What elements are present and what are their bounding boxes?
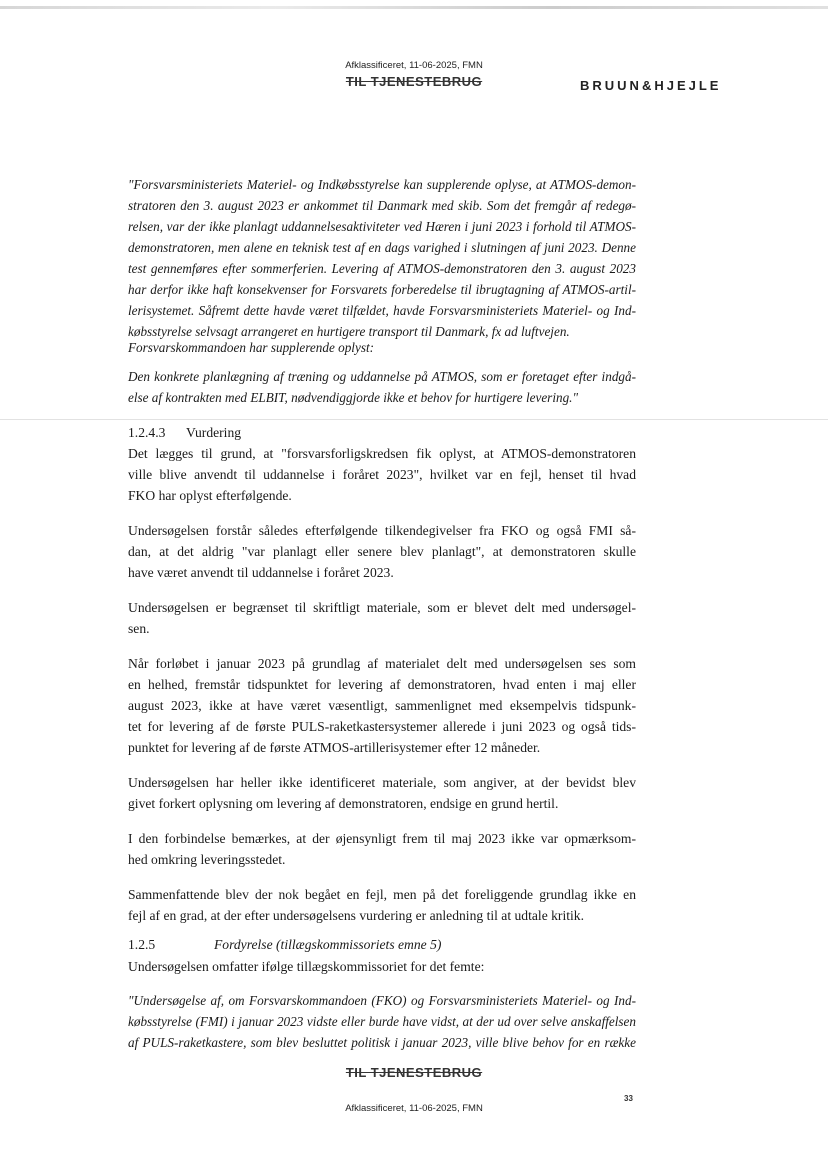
paragraph [128,956,636,977]
text-line: test gennemføres efter sommerferien. Levering af ATMOS-demonstratoren den 3. august 2023 [128,261,636,276]
footer-declassified-stamp: Afklassificeret, 11-06-2025, FMN [345,1103,483,1114]
text-line: FKO har oplyst efterfølgende. [128,488,292,503]
text-line: har derfor ikke haft konsekvenser for Forsvarets forberedelse til ibrugtagning af ATMOS-artil- [128,282,636,297]
paragraph [128,653,636,758]
text-line: tet for levering af de første PULS-raketkastersystemer allerede i juni 2023 og også tids- [128,719,636,734]
text-line: "Undersøgelse af, om Forsvarskommandoen (FKO) og Forsvarsministeriets Materiel- og Ind- [128,993,636,1008]
text-line: købsstyrelse selvsagt arrangeret en hurtigere transport til Danmark, fx ad luftvejen. [128,324,570,339]
text-line: Undersøgelsen er begrænset til skriftligt materiale, som er blevet delt med undersøgel- [128,600,636,615]
text-line: Undersøgelsen forstår således efterfølgende tilkendegivelser fra FKO og også FMI så- [128,523,636,538]
text-line: dan, at det aldrig "var planlagt eller senere blev planlagt", at demonstratoren skulle [128,544,636,559]
text-line: ville blive anvendt til uddannelse i foråret 2023", hvilket var en fejl, henset til hvad [128,467,636,482]
text-line: af PULS-raketkastere, som blev besluttet politisk i januar 2023, ville blive behov for en række [128,1035,636,1050]
paragraph [128,366,636,408]
text-line: hed omkring leveringsstedet. [128,852,286,867]
text-line: Forsvarskommandoen har supplerende oplyst: [128,340,375,355]
text-line: sen. [128,621,150,636]
section-title: Fordyrelse (tillægskommissoriets emne 5) [214,937,442,952]
text-line: en helhed, fremstår tidspunktet for levering af demonstratoren, hvad enten i maj eller [128,677,636,692]
section-heading-1-2-4-3 [128,422,241,443]
text-line: "Forsvarsministeriets Materiel- og Indkøbsstyrelse kan supplerende oplyse, at ATMOS-demon- [128,177,636,192]
page-number: 33 [624,1094,633,1103]
text-line: Undersøgelsen omfatter ifølge tillægskommissoriet for det femte: [128,959,485,974]
paragraph [128,884,636,926]
paragraph [128,337,636,358]
paragraph [128,443,636,506]
text-line: have været anvendt til uddannelse i foråret 2023. [128,565,394,580]
text-line: else af kontrakten med ELBIT, nødvendiggjorde ikke et behov for hurtigere levering." [128,390,579,405]
text-line: demonstratoren, men alene en teknisk test af en dags varighed i slutningen af juni 2023. Denne [128,240,636,255]
paragraph [128,772,636,814]
paragraph [128,990,636,1053]
text-line: Sammenfattende blev der nok begået en fejl, men på det foreliggende grundlag ikke en [128,887,636,902]
text-line: Undersøgelsen har heller ikke identificeret materiale, som angiver, at der bevidst blev [128,775,636,790]
section-number: 1.2.5 [128,937,156,952]
text-line: købsstyrelse (FMI) i januar 2023 vidste eller burde have vidst, at der ud over selve anskaffelsen [128,1014,636,1029]
text-line: I den forbindelse bemærkes, at der øjensynligt frem til maj 2023 ikke var opmærksom- [128,831,636,846]
text-line: august 2023, ikke at have været væsentligt, sammenlignet med eksempelvis tidspunk- [128,698,636,713]
text-line: fejl af en grad, at der efter undersøgelsens vurdering er anledning til at udtale kritik. [128,908,584,923]
text-line: Når forløbet i januar 2023 på grundlag af materialet delt med undersøgelsen ses som [128,656,636,671]
header-classification: TIL TJENESTEBRUG [345,74,483,89]
section-title: Vurdering [186,425,242,440]
footer-classification: TIL TJENESTEBRUG [345,1065,483,1080]
section-heading-1-2-5 [128,934,441,955]
text-line: relsen, var der ikke planlagt uddannelsesaktiviteter ved Hæren i juni 2023 i forhold til ATMOS- [128,219,636,234]
text-line: stratoren den 3. august 2023 er ankommet til Danmark med skib. Som det fremgår af redegø- [128,198,636,213]
paragraph [128,174,636,342]
paragraph [128,828,636,870]
paragraph [128,520,636,583]
text-line: Det lægges til grund, at "forsvarsforligskredsen fik oplyst, at ATMOS-demonstratoren [128,446,636,461]
section-number: 1.2.4.3 [128,425,166,440]
scan-edge [0,6,828,9]
page-fold-line [0,419,828,420]
brand-logo: BRUUN&HJEJLE [580,78,722,93]
paragraph [128,597,636,639]
text-line: lerisystemet. Såfremt dette havde været tilfældet, havde Forsvarsministeriets Materiel- og Ind- [128,303,636,318]
text-line: Den konkrete planlægning af træning og uddannelse på ATMOS, som er foretaget efter indgå- [128,369,636,384]
header-declassified-stamp: Afklassificeret, 11-06-2025, FMN [345,60,483,71]
text-line: givet forkert oplysning om levering af demonstratoren, endsige en grund hertil. [128,796,559,811]
text-line: punktet for levering af de første ATMOS-artillerisystemer efter 12 måneder. [128,740,541,755]
